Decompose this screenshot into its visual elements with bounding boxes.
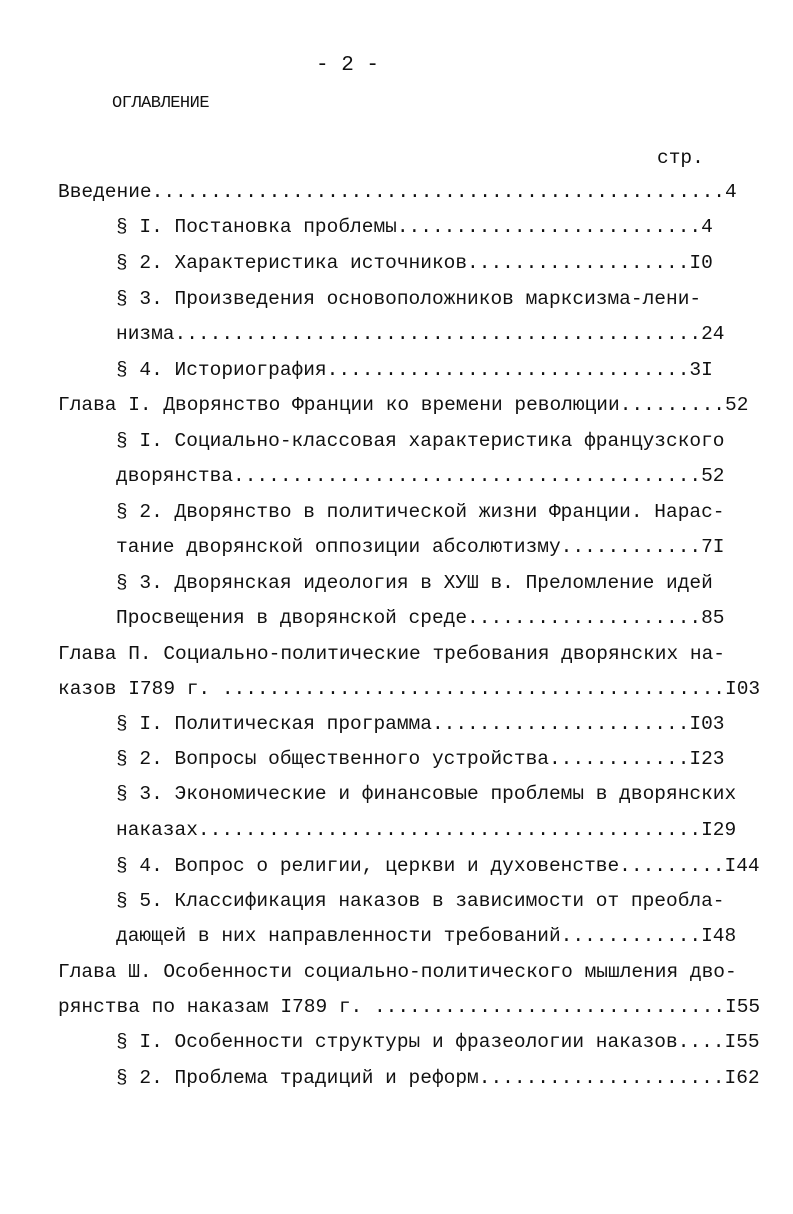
toc-entry-continuation: тание дворянской оппозиции абсолютизму............7I: [116, 536, 725, 558]
toc-entry-continuation: низма.............................................24: [116, 323, 725, 345]
toc-entry-section: § I. Социально-классовая характеристика французского: [116, 430, 725, 452]
toc-entry-continuation: дающей в них направленности требований............I48: [116, 925, 737, 947]
toc-entry-section: § 2. Вопросы общественного устройства............I23: [116, 748, 725, 770]
toc-entry-section: § I. Политическая программа......................I03: [116, 713, 725, 735]
toc-entry-section: § 5. Классификация наказов в зависимости от преобла-: [116, 890, 725, 912]
toc-entry-continuation: рянства по наказам I789 г. ..............................I55: [58, 996, 761, 1018]
toc-entry-chapter: Глава I. Дворянство Франции ко времени революции.........52: [58, 394, 749, 416]
toc-entry-chapter: Глава Ш. Особенности социально-политического мышления дво-: [58, 961, 737, 983]
toc-entry-section: § 3. Экономические и финансовые проблемы в дворянских: [116, 783, 737, 805]
toc-entry-section: § 2. Дворянство в политической жизни Франции. Нарас-: [116, 501, 725, 523]
toc-entry-section: § 3. Произведения основоположников марксизма-лени-: [116, 288, 702, 310]
toc-title: ОГЛАВЛЕНИЕ: [112, 94, 210, 113]
toc-entry-section: § I. Особенности структуры и фразеологии наказов....I55: [116, 1031, 760, 1053]
toc-entry-chapter: Глава П. Социально-политические требования дворянских на-: [58, 643, 726, 665]
toc-entry-section: § 4. Историография...............................3I: [116, 359, 713, 381]
toc-entry-section: § 3. Дворянская идеология в ХУШ в. Преломление идей: [116, 572, 713, 594]
page-number: - 2 -: [316, 54, 380, 77]
toc-entry-continuation: наказах...........................................I29: [116, 819, 737, 841]
toc-entry-section: § 2. Проблема традиций и реформ.....................I62: [116, 1067, 760, 1089]
toc-entry-continuation: дворянства........................................52: [116, 465, 725, 487]
toc-entry-continuation: Просвещения в дворянской среде....................85: [116, 607, 725, 629]
toc-entry-section: § 4. Вопрос о религии, церкви и духовенстве.........I44: [116, 855, 760, 877]
toc-entry-section: § 2. Характеристика источников...................I0: [116, 252, 713, 274]
page-column-label: стр.: [657, 147, 704, 169]
toc-entry-introduction: Введение.................................................4: [58, 181, 737, 203]
toc-entry-section: § I. Постановка проблемы..........................4: [116, 216, 713, 238]
toc-entry-continuation: казов I789 г. ...........................................I03: [58, 678, 761, 700]
